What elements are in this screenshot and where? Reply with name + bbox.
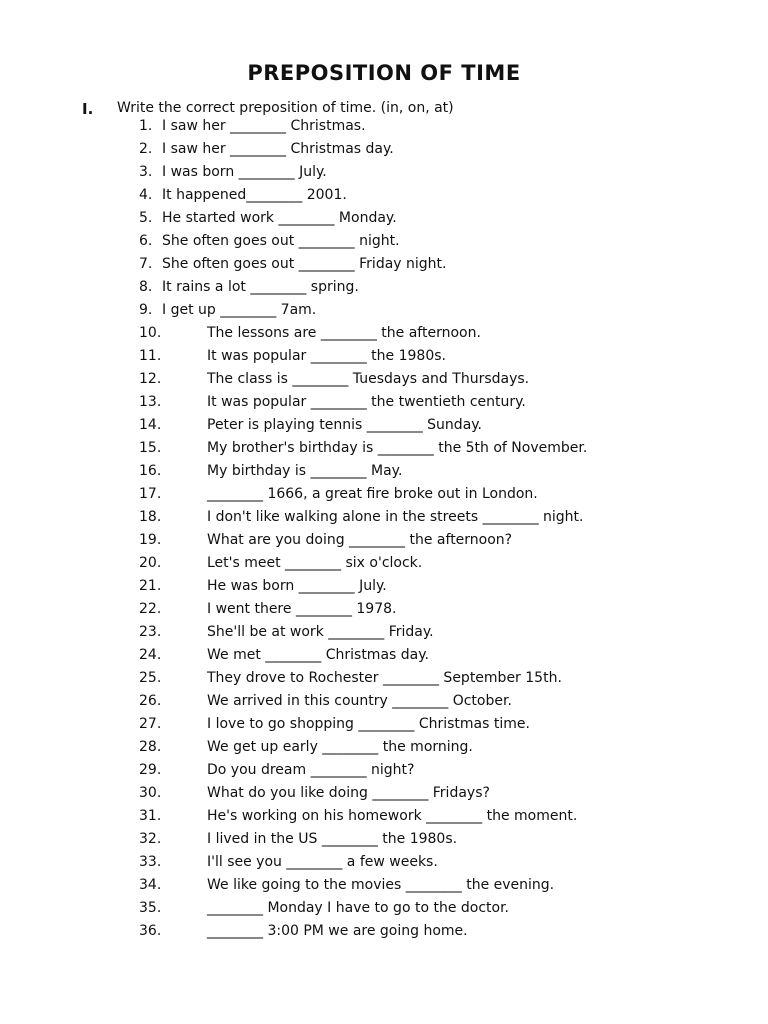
- item-sentence: He started work ________ Monday.: [162, 210, 397, 226]
- list-item: [0, 141, 768, 164]
- list-item: [0, 831, 768, 854]
- list-item: [0, 210, 768, 233]
- item-number: 4.: [139, 187, 153, 203]
- item-number: 32.: [139, 831, 162, 847]
- item-number: 6.: [139, 233, 153, 249]
- item-sentence: ________ 1666, a great fire broke out in London.: [207, 486, 538, 502]
- list-item: [0, 532, 768, 555]
- list-item: [0, 509, 768, 532]
- item-sentence: Peter is playing tennis ________ Sunday.: [207, 417, 483, 433]
- item-sentence: It rains a lot ________ spring.: [162, 279, 359, 295]
- list-item: [0, 233, 768, 256]
- item-sentence: I saw her ________ Christmas.: [162, 118, 366, 134]
- list-item: [0, 371, 768, 394]
- item-sentence: We arrived in this country ________ October.: [207, 693, 512, 709]
- item-number: 36.: [139, 923, 162, 939]
- item-number: 30.: [139, 785, 162, 801]
- item-sentence: What are you doing ________ the afternoon?: [207, 532, 513, 548]
- item-sentence: I lived in the US ________ the 1980s.: [207, 831, 458, 847]
- item-number: 23.: [139, 624, 162, 640]
- item-sentence: It was popular ________ the twentieth century.: [207, 394, 526, 410]
- item-number: 3.: [139, 164, 153, 180]
- list-item: [0, 601, 768, 624]
- item-sentence: What do you like doing ________ Fridays?: [207, 785, 490, 801]
- list-item: [0, 440, 768, 463]
- item-sentence: My brother's birthday is ________ the 5th of November.: [207, 440, 588, 456]
- list-item: [0, 877, 768, 900]
- list-item: [0, 808, 768, 831]
- item-sentence: We like going to the movies ________ the evening.: [207, 877, 555, 893]
- list-item: [0, 900, 768, 923]
- item-number: 12.: [139, 371, 162, 387]
- item-sentence: He was born ________ July.: [207, 578, 387, 594]
- page-title: PREPOSITION OF TIME: [247, 61, 521, 85]
- list-item: [0, 463, 768, 486]
- item-sentence: I went there ________ 1978.: [207, 601, 397, 617]
- list-item: [0, 716, 768, 739]
- item-number: 28.: [139, 739, 162, 755]
- item-sentence: I love to go shopping ________ Christmas time.: [207, 716, 530, 732]
- item-number: 21.: [139, 578, 162, 594]
- exercise-list: [0, 118, 768, 946]
- item-sentence: Do you dream ________ night?: [207, 762, 415, 778]
- item-number: 22.: [139, 601, 162, 617]
- list-item: [0, 578, 768, 601]
- list-item: [0, 279, 768, 302]
- item-number: 27.: [139, 716, 162, 732]
- list-item: [0, 693, 768, 716]
- item-sentence: I don't like walking alone in the streets ________ night.: [207, 509, 584, 525]
- list-item: [0, 187, 768, 210]
- list-item: [0, 739, 768, 762]
- list-item: [0, 647, 768, 670]
- item-number: 31.: [139, 808, 162, 824]
- item-number: 25.: [139, 670, 162, 686]
- section-number: I.: [82, 100, 94, 118]
- item-sentence: She often goes out ________ night.: [162, 233, 400, 249]
- item-number: 1.: [139, 118, 153, 134]
- list-item: [0, 302, 768, 325]
- item-number: 18.: [139, 509, 162, 525]
- list-item: [0, 118, 768, 141]
- item-number: 9.: [139, 302, 153, 318]
- item-number: 29.: [139, 762, 162, 778]
- list-item: [0, 348, 768, 371]
- item-number: 14.: [139, 417, 162, 433]
- list-item: [0, 394, 768, 417]
- item-number: 8.: [139, 279, 153, 295]
- item-sentence: It was popular ________ the 1980s.: [207, 348, 446, 364]
- list-item: [0, 164, 768, 187]
- list-item: [0, 670, 768, 693]
- item-number: 10.: [139, 325, 162, 341]
- item-sentence: It happened________ 2001.: [162, 187, 347, 203]
- item-number: 35.: [139, 900, 162, 916]
- list-item: [0, 762, 768, 785]
- item-number: 13.: [139, 394, 162, 410]
- list-item: [0, 256, 768, 279]
- item-sentence: We met ________ Christmas day.: [207, 647, 429, 663]
- item-number: 24.: [139, 647, 162, 663]
- item-number: 5.: [139, 210, 153, 226]
- item-number: 7.: [139, 256, 153, 272]
- item-number: 15.: [139, 440, 162, 456]
- list-item: [0, 785, 768, 808]
- item-sentence: I'll see you ________ a few weeks.: [207, 854, 438, 870]
- item-sentence: The lessons are ________ the afternoon.: [207, 325, 481, 341]
- list-item: [0, 854, 768, 877]
- item-number: 26.: [139, 693, 162, 709]
- item-sentence: My birthday is ________ May.: [207, 463, 403, 479]
- item-number: 2.: [139, 141, 153, 157]
- list-item: [0, 555, 768, 578]
- item-sentence: They drove to Rochester ________ September 15th.: [207, 670, 562, 686]
- list-item: [0, 624, 768, 647]
- item-number: 20.: [139, 555, 162, 571]
- item-number: 17.: [139, 486, 162, 502]
- list-item: [0, 486, 768, 509]
- list-item: [0, 325, 768, 348]
- list-item: [0, 417, 768, 440]
- item-sentence: ________ 3:00 PM we are going home.: [207, 923, 468, 939]
- item-sentence: I saw her ________ Christmas day.: [162, 141, 394, 157]
- item-sentence: I was born ________ July.: [162, 164, 327, 180]
- item-sentence: She'll be at work ________ Friday.: [207, 624, 434, 640]
- section-instruction: Write the correct preposition of time. (in, on, at): [117, 100, 454, 116]
- item-sentence: She often goes out ________ Friday night.: [162, 256, 447, 272]
- item-number: 33.: [139, 854, 162, 870]
- list-item: [0, 923, 768, 946]
- item-sentence: We get up early ________ the morning.: [207, 739, 473, 755]
- item-sentence: He's working on his homework ________ the moment.: [207, 808, 578, 824]
- item-number: 11.: [139, 348, 162, 364]
- item-sentence: The class is ________ Tuesdays and Thursdays.: [207, 371, 530, 387]
- item-number: 34.: [139, 877, 162, 893]
- item-number: 19.: [139, 532, 162, 548]
- item-sentence: ________ Monday I have to go to the doctor.: [207, 900, 510, 916]
- item-sentence: Let's meet ________ six o'clock.: [207, 555, 423, 571]
- item-sentence: I get up ________ 7am.: [162, 302, 317, 318]
- item-number: 16.: [139, 463, 162, 479]
